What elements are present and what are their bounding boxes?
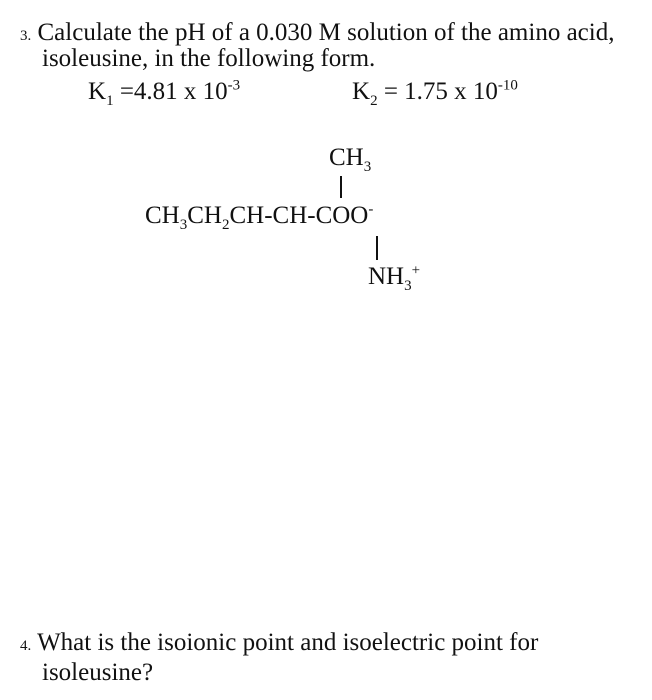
question-4-number: 4. (20, 638, 32, 654)
question-3-number: 3. (20, 28, 32, 44)
methyl-subscript: 3 (363, 159, 372, 175)
question-3-line-1: Calculate the pH of a 0.030 M solution of the amino acid, (37, 19, 615, 46)
k2-subscript: 2 (370, 93, 378, 109)
bond-line-top (340, 176, 342, 198)
k2-constant (352, 77, 518, 109)
k1-subscript: 1 (106, 93, 114, 109)
chain-part: CH (187, 202, 222, 229)
k1-exponent: -3 (227, 77, 241, 94)
chain-subscript: 2 (221, 217, 230, 233)
question-4-text (20, 630, 538, 655)
question-4-line-2: isoleusine? (42, 659, 154, 686)
bond-line-bottom (376, 236, 378, 260)
k2-label: K (352, 78, 371, 105)
carboxylate-charge: - (368, 201, 374, 218)
question-3-text (20, 20, 614, 45)
chain-part: CH (145, 202, 180, 229)
k1-value: =4.81 x 10 (113, 78, 228, 105)
k1-constant (88, 77, 241, 109)
chain-part: CH-CH-COO (229, 202, 369, 229)
k1-label: K (88, 78, 107, 105)
ammonium-group (368, 262, 421, 294)
main-chain (145, 201, 374, 233)
question-4-line-1: What is the isoionic point and isoelectric point for (37, 629, 539, 656)
methyl-group (329, 144, 372, 175)
methyl-label: CH (329, 144, 364, 171)
ammonium-subscript: 3 (404, 278, 412, 294)
k2-exponent: -10 (497, 77, 518, 94)
ammonium-charge: + (411, 262, 421, 279)
chain-subscript: 3 (179, 217, 188, 233)
k2-value: = 1.75 x 10 (377, 78, 498, 105)
ammonium-label: NH (368, 263, 405, 290)
question-3-line-2: isoleusine, in the following form. (42, 45, 376, 72)
